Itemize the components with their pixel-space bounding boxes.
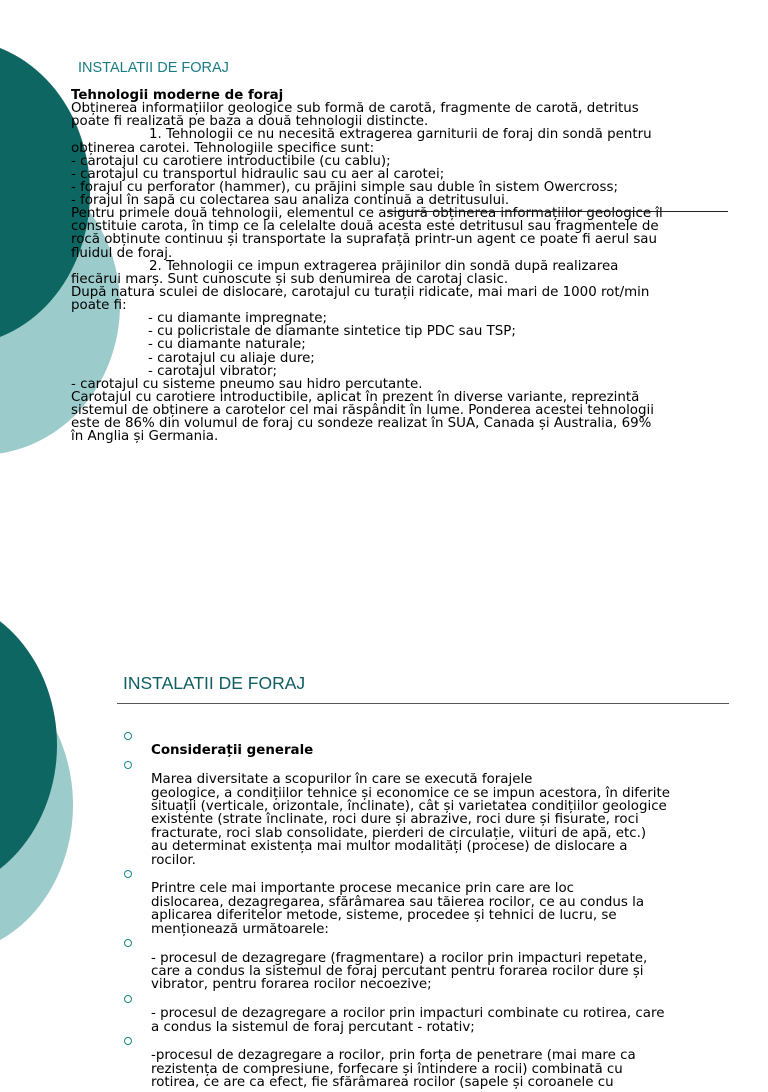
list-item: - cu policristale de diamante sintetice tip PDC sau TSP;: [148, 324, 516, 340]
list-item: [124, 869, 730, 936]
circle-bullet-icon: [124, 1037, 132, 1045]
paragraph: Carotajul cu carotiere introductibile, aplicat în prezent în diverse variante, reprezintă sistemul de obținere a carotelor cel mai răspândit în lume. Ponderea acestei tehnologii este de 86% din volumul de foraj cu sondeze realizat în SUA, Canada și Australia, 69% în Anglia și Germania.: [71, 389, 654, 445]
list-item: - cu diamante impregnate;: [148, 311, 328, 327]
list-item: - carotajul cu aliaje dure;: [148, 350, 315, 366]
list-item: - forajul în sapă cu colectarea sau analiza continuă a detritusului.: [71, 193, 510, 208]
list-item-text: Considerații generale: [151, 743, 314, 759]
list-item-text: - procesul de dezagregare (fragmentare) a rocilor prin impacturi repetate, care a condus la sistemul de foraj percutant pentru forarea rocilor dure și vibrator, pentru forarea rocilor necoezive;: [151, 950, 648, 993]
paragraph-numbered-1: 1. Tehnologii ce nu necesită extragerea garniturii de foraj din sondă pentru obținerea carotei. Tehnologiile specifice sunt:: [71, 127, 652, 156]
list-item: [124, 760, 730, 867]
bullet-list: [124, 731, 730, 1092]
slide-2: [0, 575, 768, 1091]
circle-bullet-icon: [124, 761, 132, 769]
slide-title: INSTALATII DE FORAJ: [123, 673, 306, 693]
list-item: [124, 994, 730, 1034]
slide-body: [71, 89, 735, 443]
list-item: [124, 1036, 730, 1090]
list-item: - carotajul vibrator;: [148, 363, 278, 379]
list-item: - carotajul cu carotiere introductibile (cu cablu);: [71, 153, 391, 169]
list-item: - carotajul cu sisteme pneumo sau hidro percutante.: [71, 376, 423, 392]
list-item: [124, 731, 730, 758]
paragraph: Pentru primele două tehnologii, elementul ce asigură obținerea informațiilor geologice îl constituie carota, în timp ce la celelalte două acesta este detritusul sau fragmentele de rocă obținute continuu și transportate la suprafață printr-un agent ce poate fi aerul sau fluidul de foraj.: [71, 206, 663, 261]
title-divider: [117, 703, 729, 704]
slide-title: INSTALATII DE FORAJ: [78, 60, 229, 76]
paragraph: Obținerea informațiilor geologice sub formă de carotă, fragmente de carotă, detritus poate fi realizată pe baza a două tehnologii distincte.: [71, 101, 639, 130]
paragraph: După natura sculei de dislocare, carotajul cu turații ridicate, mai mari de 1000 rot/min poate fi:: [71, 284, 650, 313]
list-item-text: Marea diversitate a scopurilor în care se execută forajele geologice, a condițiilor tehnice și economice ce se impun acestora, în diferite situații (verticale, orizontale, înclinate), cât și varietatea condițiilor geologice existente (strate înclinate, roci dure și abrazive, roci dure și fisurate, roci fracturate, roci slab consolidate, pierderi de circulație, viituri de apă, etc.) au determinat existența mai multor modalități (procese) de dislocare a rocilor.: [151, 772, 670, 868]
circle-bullet-icon: [124, 939, 132, 947]
circle-bullet-icon: [124, 870, 132, 878]
list-item: - carotajul cu transportul hidraulic sau cu aer al carotei;: [71, 166, 445, 182]
paragraph-numbered-2: 2. Tehnologii ce impun extragerea prăjinilor din sondă după realizarea fiecărui marș. Sunt cunoscute și sub denumirea de carotaj clasic.: [71, 258, 619, 287]
circle-bullet-icon: [124, 995, 132, 1003]
list-item-text: Printre cele mai importante procese mecanice prin care are loc dislocarea, dezagregarea, sfărâmarea sau tăierea rocilor, ce au condus la aplicarea diferitelor metode, sisteme, procedee și tehnici de lucru, se menționează următoarele:: [151, 881, 645, 937]
circle-bullet-icon: [124, 732, 132, 740]
divider-line: [387, 211, 728, 212]
list-item: - cu diamante naturale;: [148, 337, 306, 353]
section-heading: Tehnologii moderne de foraj: [71, 88, 284, 103]
list-item: - forajul cu perforator (hammer), cu prăjini simple sau duble în sistem Owercross;: [71, 179, 618, 195]
list-item-text: - procesul de dezagregare a rocilor prin impacturi combinate cu rotirea, care a condus la sistemul de foraj percutant - rotativ;: [151, 1006, 665, 1035]
list-item: [124, 938, 730, 992]
list-item-text: -procesul de dezagregare a rocilor, prin forța de penetrare (mai mare ca rezistența de compresiune, forfecare și întindere a rocii) combinată cu rotirea, ce are ca efect, fie sfărâmarea rocilor (sapele și coroanele cu: [151, 1048, 636, 1091]
